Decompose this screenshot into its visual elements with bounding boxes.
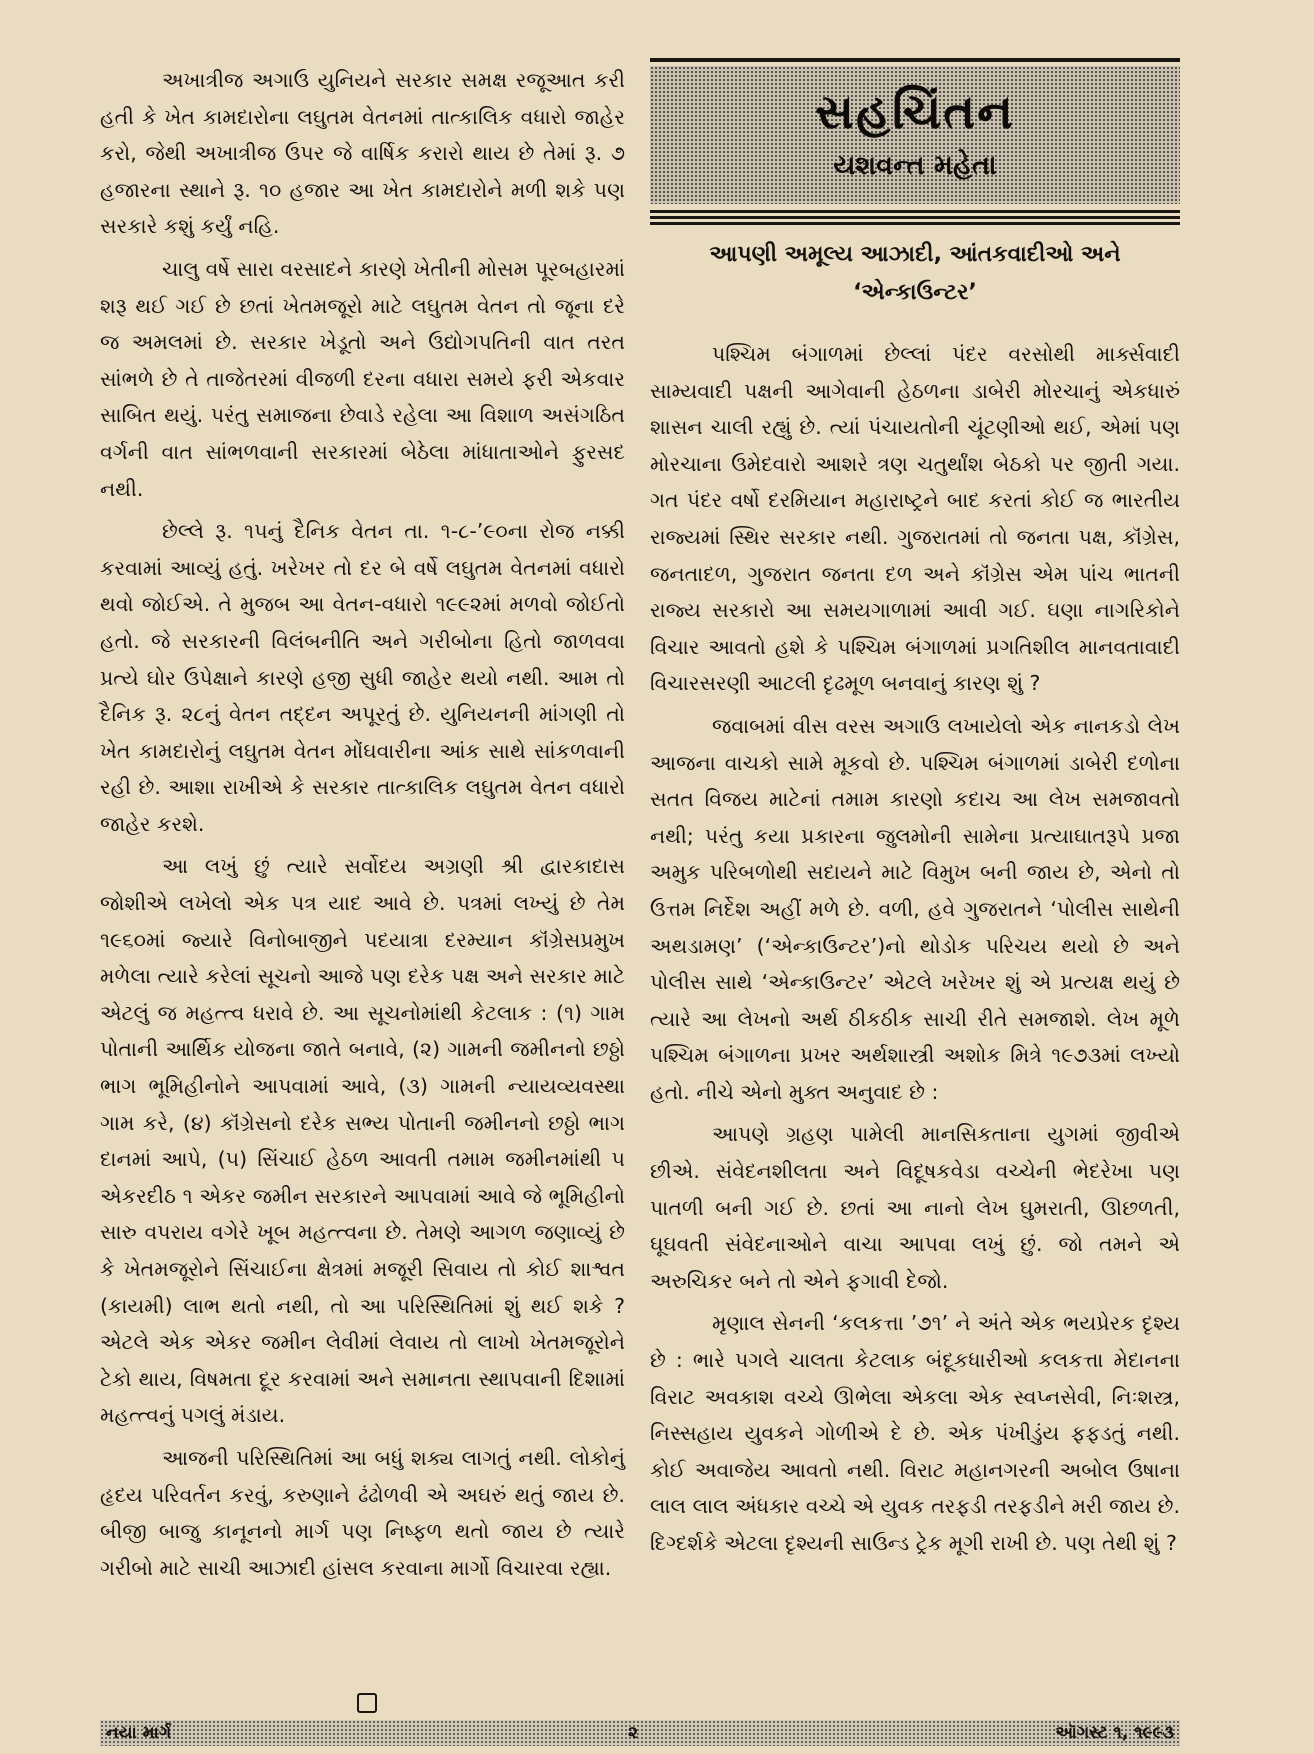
right-paragraph-2: જવાબમાં વીસ વરસ અગાઉ લખાયેલો એક નાનકડો લેખ આજના વાચકો સામે મૂકવો છે. પશ્ચિમ બંગાળમાં ડાબેરી દળોના સતત વિજય માટેનાં તમામ કારણો કદાચ આ લેખ સમજાવતો નથી; પરંતુ કયા પ્રકારના જુલમોની સામેના પ્રત્યાઘાતરૂપે પ્રજા અમુક પરિબળોથી સદાયને માટે વિમુખ બની જાય છે, એનો તો ઉત્તમ નિર્દેશ અહીં મળે છે. વળી, હવે ગુજરાતને ‘પોલીસ સાથેની અથડામણ’ (‘એન્કાઉન્ટર’)નો થોડોક પરિચય થયો છે અને પોલીસ સાથે ‘એન્કાઉન્ટર’ એટલે ખરેખર શું એ પ્રત્યક્ષ થયું છે ત્યારે આ લેખનો અર્થ ઠીકઠીક સાચી રીતે સમજાશે. લેખ મૂળે પશ્ચિમ બંગાળના પ્રખર અર્થશાસ્ત્રી અશોક મિત્રે ૧૯૭૩માં લખ્યો હતો. નીચે એનો મુક્ત અનુવાદ છે : [650, 713, 1180, 1104]
footer-publication: નયા માર્ગ [106, 1723, 172, 1743]
right-paragraph-3: આપણે ગ્રહણ પામેલી માનસિકતાના યુગમાં જીવીએ છીએ. સંવેદનશીલતા અને વિદૂષકવેડા વચ્ચેની ભેદરેખા પણ પાતળી બની ગઈ છે. છતાં આ નાનો લેખ ઘુમરાતી, ઊછળતી, ઘૂઘવતી સંવેદનાઓને વાચા આપવા લખું છું. જો તમને એ અરુચિકર બને તો એને ફગાવી દેજો. [650, 1122, 1180, 1293]
masthead-rules [650, 210, 1180, 225]
right-paragraph-1: પશ્ચિમ બંગાળમાં છેલ્લાં પંદર વરસોથી માર્ક્સવાદી સામ્યવાદી પક્ષની આગેવાની હેઠળના ડાબેરી મોરચાનું એકધારું શાસન ચાલી રહ્યું છે. ત્યાં પંચાયતોની ચૂંટણીઓ થઈ, એમાં પણ મોરચાના ઉમેદવારો આશરે ત્રણ ચતુર્થાંશ બેઠકો પર જીતી ગયા. ગત પંદર વર્ષો દરમિયાન મહારાષ્ટ્રને બાદ કરતાં કોઈ જ ભારતીય રાજ્યમાં સ્થિર સરકાર નથી. ગુજરાતમાં તો જનતા પક્ષ, કૉંગ્રેસ, જનતાદળ, ગુજરાત જનતા દળ અને કૉંગ્રેસ એમ પાંચ ભાતની રાજ્ય સરકારો આ સમયગાળામાં આવી ગઈ. ઘણા નાગરિકોને વિચાર આવતો હશે કે પશ્ચિમ બંગાળમાં પ્રગતિશીલ માનવતાવાદી વિચારસરણી આટલી દૃઢમૂળ બનવાનું કારણ શું ? [650, 342, 1180, 696]
left-paragraph-2: ચાલુ વર્ષે સારા વરસાદને કારણે ખેતીની મોસમ પૂરબહારમાં શરૂ થઈ ગઈ છે છતાં ખેતમજૂરો માટે લઘુતમ વેતન તો જૂના દરે જ અમલમાં છે. સરકાર ખેડૂતો અને ઉદ્યોગપતિની વાત તરત સાંભળે છે તે તાજેતરમાં વીજળી દરના વધારા સમયે ફરી એકવાર સાબિત થયું. પરંતુ સમાજના છેવાડે રહેલા આ વિશાળ અસંગઠિત વર્ગની વાત સાંભળવાની સરકારમાં બેઠેલા માંધાતાઓને ફુરસદ નથી. [100, 256, 625, 501]
masthead-top-rule [650, 58, 1180, 62]
left-paragraph-4: આ લખું છું ત્યારે સર્વોદય અગ્રણી શ્રી દ્વારકાદાસ જોશીએ લખેલો એક પત્ર યાદ આવે છે. પત્રમાં લખ્યું છે તેમ ૧૯૬૦માં જ્યારે વિનોબાજીને પદયાત્રા દરમ્યાન કૉંગ્રેસપ્રમુખ મળેલા ત્યારે કરેલાં સૂચનો આજે પણ દરેક પક્ષ અને સરકાર માટે એટલું જ મહત્ત્વ ધરાવે છે. આ સૂચનોમાંથી કેટલાક : (૧) ગામ પોતાની આર્થિક યોજના જાતે બનાવે, (૨) ગામની જમીનનો છઠ્ઠો ભાગ ભૂમિહીનોને આપવામાં આવે, (૩) ગામની ન્યાયવ્યવસ્થા ગામ કરે, (૪) કૉંગ્રેસનો દરેક સભ્ય પોતાની જમીનનો છઠ્ઠો ભાગ દાનમાં આપે, (૫) સિંચાઈ હેઠળ આવતી તમામ જમીનમાંથી ૫ એકરદીઠ ૧ એકર જમીન સરકારને આપવામાં આવે જે ભૂમિહીનો સારુ વપરાય વગેરે ખૂબ મહત્ત્વના છે. તેમણે આગળ જણાવ્યું છે કે ખેતમજૂરોને સિંચાઈના ક્ષેત્રમાં મજૂરી સિવાય તો કોઈ શાશ્વત (કાયમી) લાભ થતો નથી, તો આ પરિસ્થિતિમાં શું થઈ શકે ? એટલે એક એકર જમીન લેવીમાં લેવાય તો લાખો ખેતમજૂરોને ટેકો થાય, વિષમતા દૂર કરવામાં અને સમાનતા સ્થાપવાની દિશામાં મહત્ત્વનું પગલું મંડાય. [100, 854, 625, 1428]
column-title: સહચિંતન [815, 84, 1015, 140]
masthead-box [650, 66, 1180, 204]
page-footer [100, 1720, 1180, 1746]
headline-line-2: ‘એન્કાઉન્ટર’ [853, 280, 977, 305]
headline-line-1: આપણી અમૂલ્ય આઝાદી, આંતકવાદીઓ અને [709, 242, 1121, 267]
article-headline [650, 236, 1180, 312]
left-paragraph-3: છેલ્લે રૂ. ૧૫નું દૈનિક વેતન તા. ૧-૮-’૯૦ના રોજ નક્કી કરવામાં આવ્યું હતું. ખરેખર તો દર બે વર્ષે લઘુતમ વેતનમાં વધારો થવો જોઈએ. તે મુજબ આ વેતન-વધારો ૧૯૯૨માં મળવો જોઈતો હતો. જે સરકારની વિલંબનીતિ અને ગરીબોના હિતો જાળવવા પ્રત્યે ઘોર ઉપેક્ષાને કારણે હજી સુધી જાહેર થયો નથી. આમ તો દૈનિક રૂ. ૨૮નું વેતન તદ્દન અપૂરતું છે. યુનિયનની માંગણી તો ખેત કામદારોનું લઘુતમ વેતન મોંઘવારીના આંક સાથે સાંકળવાની રહી છે. આશા રાખીએ કે સરકાર તાત્કાલિક લઘુતમ વેતન વધારો જાહેર કરશે. [100, 519, 625, 836]
left-paragraph-5: આજની પરિસ્થિતિમાં આ બધું શક્ય લાગતું નથી. લોકોનું હૃદય પરિવર્તન કરવું, કરુણાને ઢંઢોળવી એ અઘરું થતું જાય છે. બીજી બાજુ કાનૂનનો માર્ગ પણ નિષ્ફળ થતો જાય છે ત્યારે ગરીબો માટે સાચી આઝાદી હાંસલ કરવાના માર્ગો વિચારવા રહ્યા. [100, 1445, 625, 1580]
column-masthead [650, 58, 1180, 228]
footer-date: ઑગસ્ટ ૧, ૧૯૯૩ [1055, 1723, 1174, 1743]
column-author: યશવન્ત મહેતા [833, 150, 997, 181]
article-end-mark [357, 1693, 377, 1713]
right-column [650, 336, 1180, 1568]
left-paragraph-1: અખાત્રીજ અગાઉ યુનિયને સરકાર સમક્ષ રજૂઆત કરી હતી કે ખેત કામદારોના લઘુતમ વેતનમાં તાત્કાલિક વધારો જાહેર કરો, જેથી અખાત્રીજ ઉપર જે વાર્ષિક કરારો થાય છે તેમાં રૂ. ૭ હજારના સ્થાને રૂ. ૧૦ હજાર આ ખેત કામદારોને મળી શકે પણ સરકારે કશું કર્યું નહિ. [100, 68, 625, 239]
right-paragraph-4: મૃણાલ સેનની ‘કલકત્તા ’૭૧’ ને અંતે એક ભયપ્રેરક દૃશ્ય છે : ભારે પગલે ચાલતા કેટલાક બંદૂકધારીઓ કલકત્તા મેદાનના વિરાટ અવકાશ વચ્ચે ઊભેલા એકલા એક સ્વપ્નસેવી, નિઃશસ્ત્ર, નિસ્સહાય યુવકને ગોળીએ દે છે. એક પંખીડુંય ફફડતું નથી. કોઈ અવાજેય આવતો નથી. વિરાટ મહાનગરની અબોલ ઉષાના લાલ લાલ અંધકાર વચ્ચે એ યુવક તરફડી તરફડીને મરી જાય છે. દિગ્દર્શકે એટલા દૃશ્યની સાઉન્ડ ટ્રેક મૂગી રાખી છે. પણ તેથી શું ? [650, 1311, 1180, 1555]
left-column [100, 62, 625, 1592]
footer-page-number: ૨ [628, 1723, 638, 1743]
